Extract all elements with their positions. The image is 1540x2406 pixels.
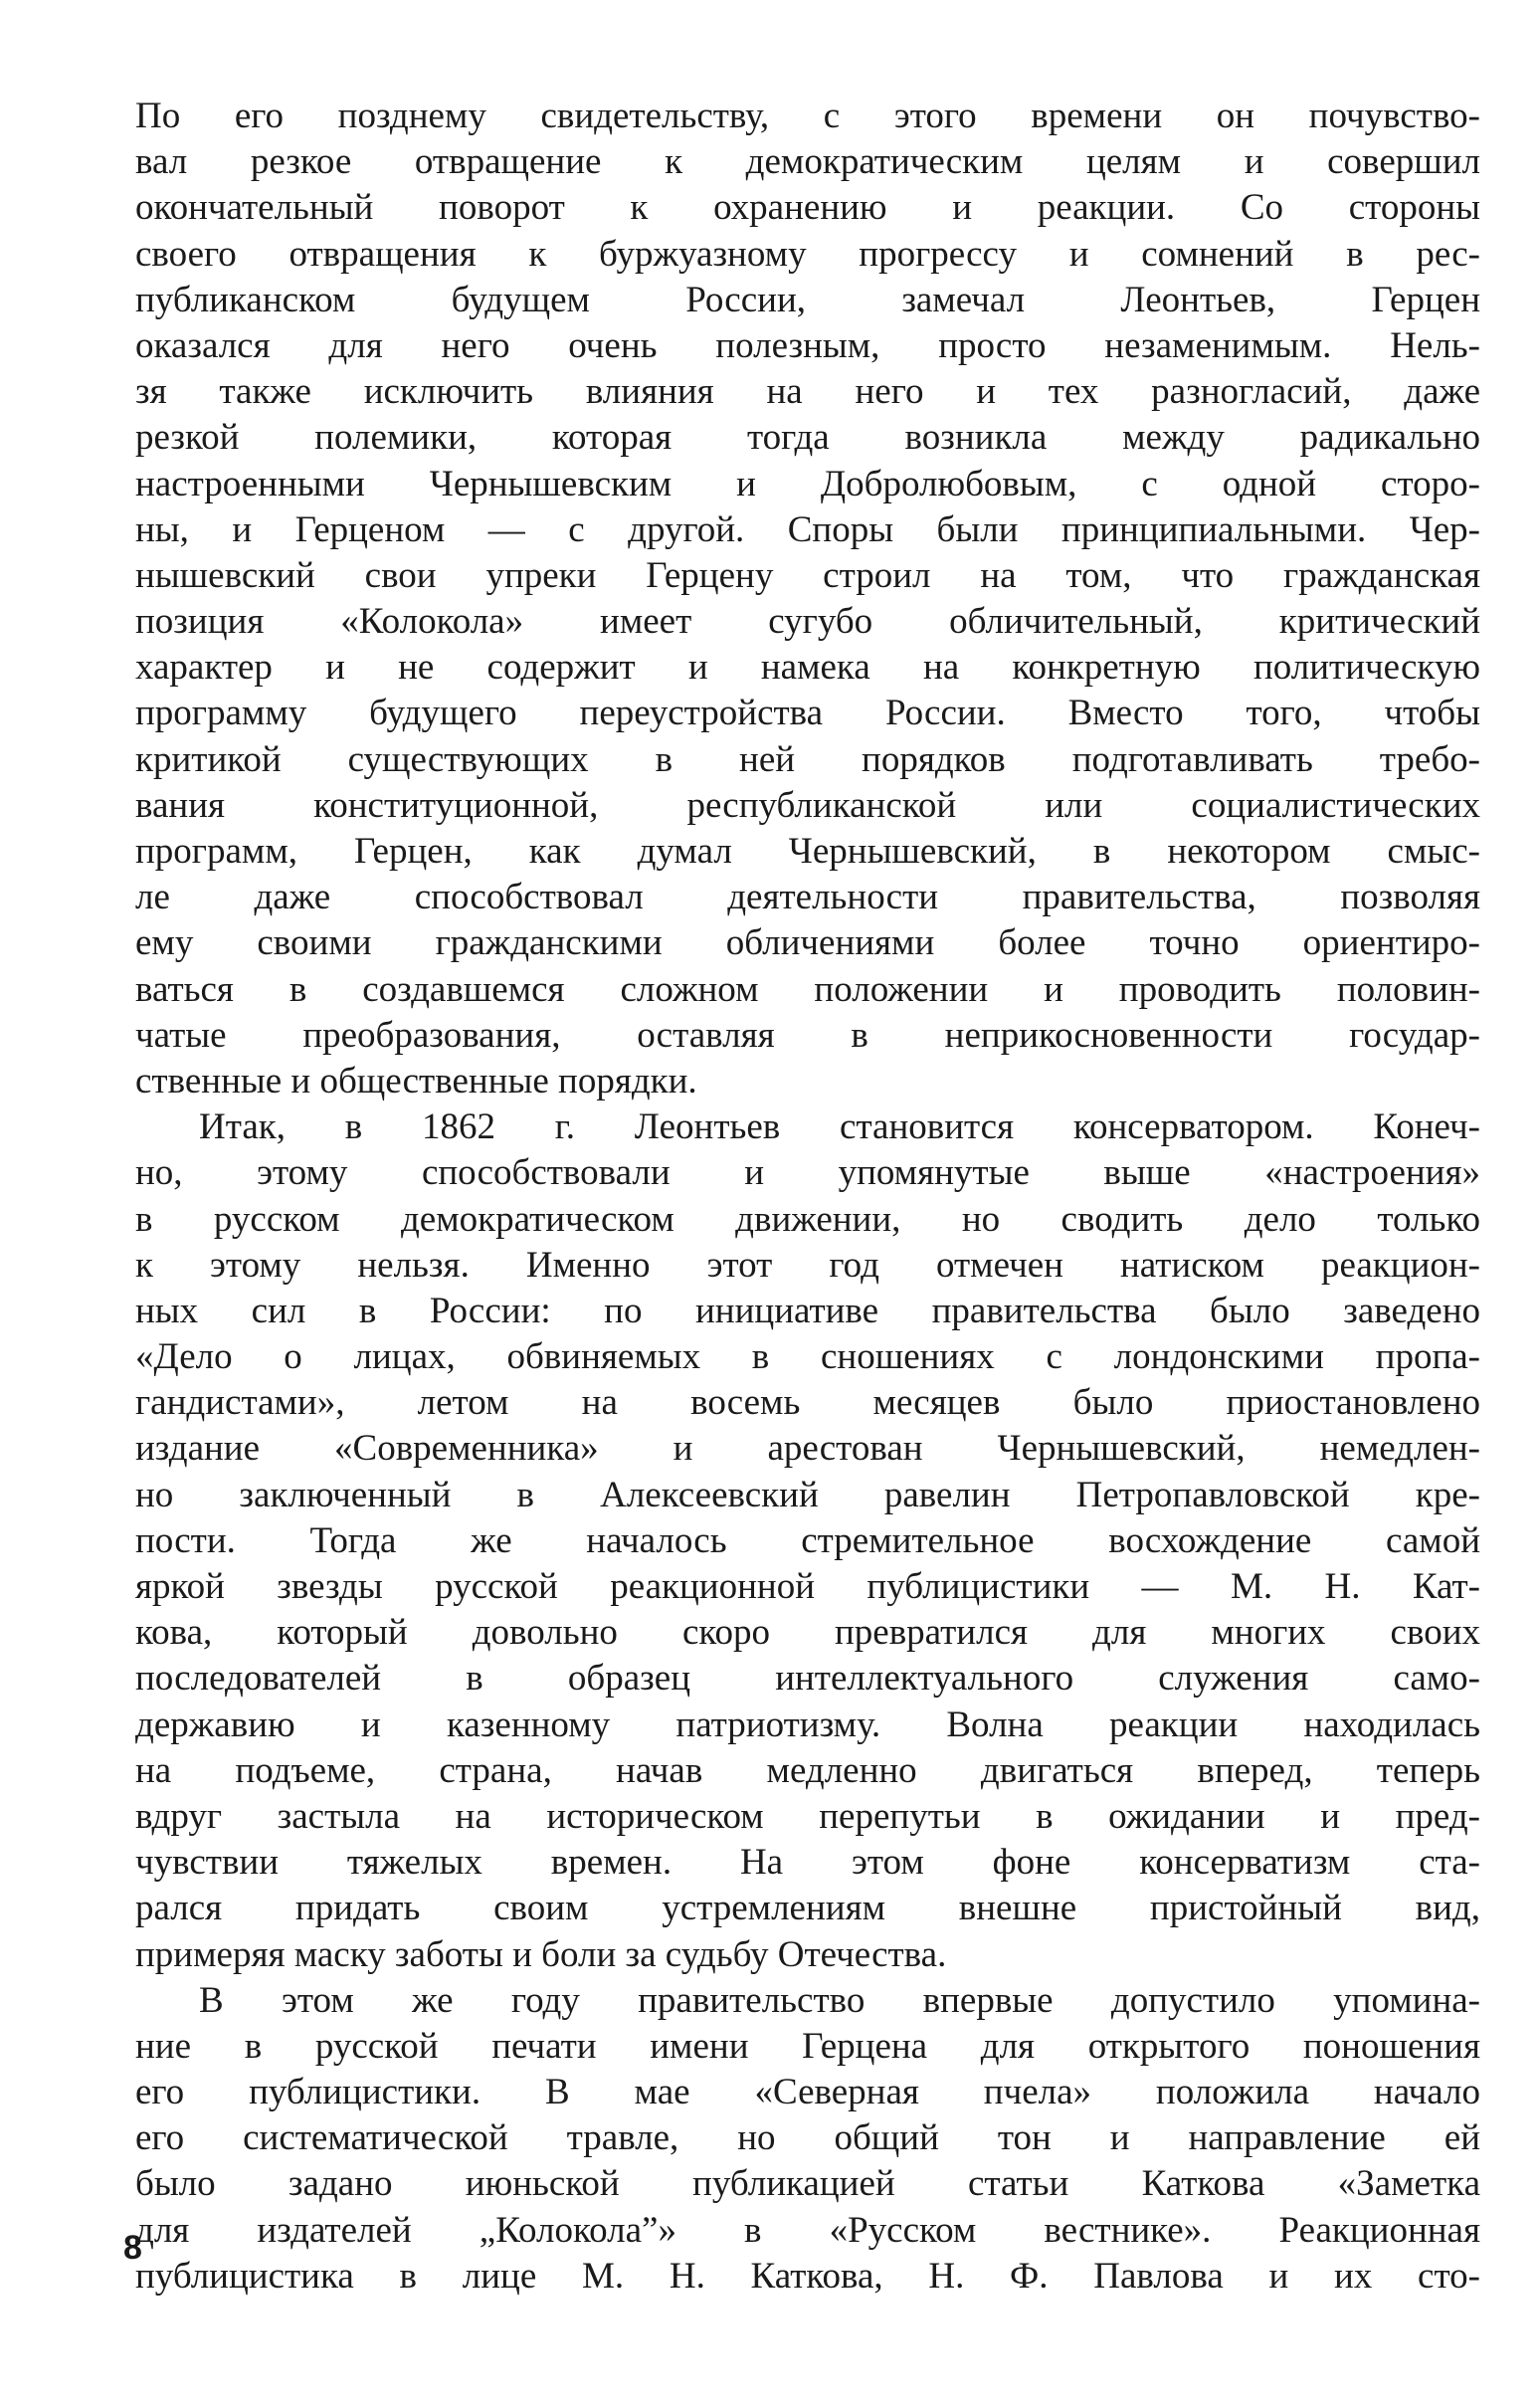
text-line: ных сил в России: по инициативе правительства было заведено (135, 1290, 1480, 1331)
paragraph-3 (135, 1978, 1480, 2300)
text-line: вал резкое отвращение к демократическим целям и совершил (135, 141, 1480, 183)
text-line: Итак, в 1862 г. Леонтьев становится консерватором. Конеч- (199, 1106, 1480, 1148)
text-line: зя также исключить влияния на него и тех разногласий, даже (135, 371, 1480, 413)
text-line: но заключенный в Алексеевский равелин Петропавловской кре- (135, 1474, 1480, 1515)
page-text (135, 94, 1480, 2300)
text-line: вдруг застыла на историческом перепутьи в ожидании и пред- (135, 1795, 1480, 1837)
text-line: последователей в образец интеллектуального служения само- (135, 1658, 1480, 1700)
text-line: рался придать своим устремлениям внешне пристойный вид, (135, 1888, 1480, 1929)
text-line: для издателей „Колокола”» в «Русском вестнике». Реакционная (135, 2209, 1480, 2251)
text-line: его публицистики. В мае «Северная пчела» положила начало (135, 2072, 1480, 2113)
text-line: яркой звезды русской реакционной публицистики — М. Н. Кат- (135, 1566, 1480, 1607)
text-line: в русском демократическом движении, но сводить дело только (135, 1198, 1480, 1240)
text-line: характер и не содержит и намека на конкретную политическую (135, 647, 1480, 689)
text-line: державию и казенному патриотизму. Волна реакции находилась (135, 1704, 1480, 1745)
text-line: издание «Современника» и арестован Чернышевский, немедлен- (135, 1428, 1480, 1470)
text-line: было задано июньской публикацией статьи Каткова «Заметка (135, 2163, 1480, 2205)
text-line: программу будущего переустройства России. Вместо того, чтобы (135, 693, 1480, 734)
text-line: По его позднему свидетельству, с этого времени он почувство- (135, 96, 1480, 136)
text-line: ему своими гражданскими обличениями более точно ориентиро- (135, 922, 1480, 964)
text-line: критикой существующих в ней порядков подготавливать требо- (135, 738, 1480, 780)
paragraph-2 (135, 1104, 1480, 1978)
text-line: публицистика в лице М. Н. Каткова, Н. Ф. Павлова и их сто- (135, 2255, 1480, 2297)
text-line: гандистами», летом на восемь месяцев было приостановлено (135, 1382, 1480, 1424)
text-line: позиция «Колокола» имеет сугубо обличительный, критический (135, 601, 1480, 643)
text-line: на подъеме, страна, начав медленно двигаться вперед, теперь (135, 1749, 1480, 1791)
text-line: его систематической травле, но общий тон и направление ей (135, 2117, 1480, 2159)
text-line: к этому нельзя. Именно этот год отмечен натиском реакцион- (135, 1244, 1480, 1286)
text-line: но, этому способствовали и упомянутые выше «настроения» (135, 1152, 1480, 1194)
text-line: ственные и общественные порядки. (135, 1060, 697, 1102)
text-line: программ, Герцен, как думал Чернышевский, в некотором смыс- (135, 831, 1480, 872)
text-line: оказался для него очень полезным, просто незаменимым. Нель- (135, 324, 1480, 366)
text-line: настроенными Чернышевским и Добролюбовым, с одной сторо- (135, 463, 1480, 504)
text-line: ны, и Герценом — с другой. Споры были принципиальными. Чер- (135, 508, 1480, 550)
text-line: ние в русской печати имени Герцена для открытого поношения (135, 2025, 1480, 2067)
text-line: окончательный поворот к охранению и реакции. Со стороны (135, 187, 1480, 229)
text-line: своего отвращения к буржуазному прогрессу и сомнений в рес- (135, 233, 1480, 275)
text-line: кова, который довольно скоро превратился для многих своих (135, 1612, 1480, 1654)
text-line: публиканском будущем России, замечал Леонтьев, Герцен (135, 279, 1480, 320)
page-number: 8 (123, 2229, 142, 2267)
text-line: ле даже способствовал деятельности правительства, позволяя (135, 877, 1480, 918)
text-line: «Дело о лицах, обвиняемых в сношениях с лондонскими пропа- (135, 1336, 1480, 1378)
text-line: примеряя маску заботы и боли за судьбу Отечества. (135, 1933, 947, 1975)
text-line: резкой полемики, которая тогда возникла между радикально (135, 417, 1480, 459)
text-line: чувствии тяжелых времен. На этом фоне консерватизм ста- (135, 1842, 1480, 1884)
text-line: ваться в создавшемся сложном положении и проводить половин- (135, 968, 1480, 1010)
text-line: вания конституционной, республиканской или социалистических (135, 784, 1480, 826)
text-line: нышевский свои упреки Герцену строил на том, что гражданская (135, 554, 1480, 596)
text-line: В этом же году правительство впервые допустило упомина- (199, 1979, 1480, 2021)
text-line: чатые преобразования, оставляя в неприкосновенности государ- (135, 1014, 1480, 1056)
paragraph-1 (135, 94, 1480, 1104)
text-line: пости. Тогда же началось стремительное восхождение самой (135, 1519, 1480, 1561)
